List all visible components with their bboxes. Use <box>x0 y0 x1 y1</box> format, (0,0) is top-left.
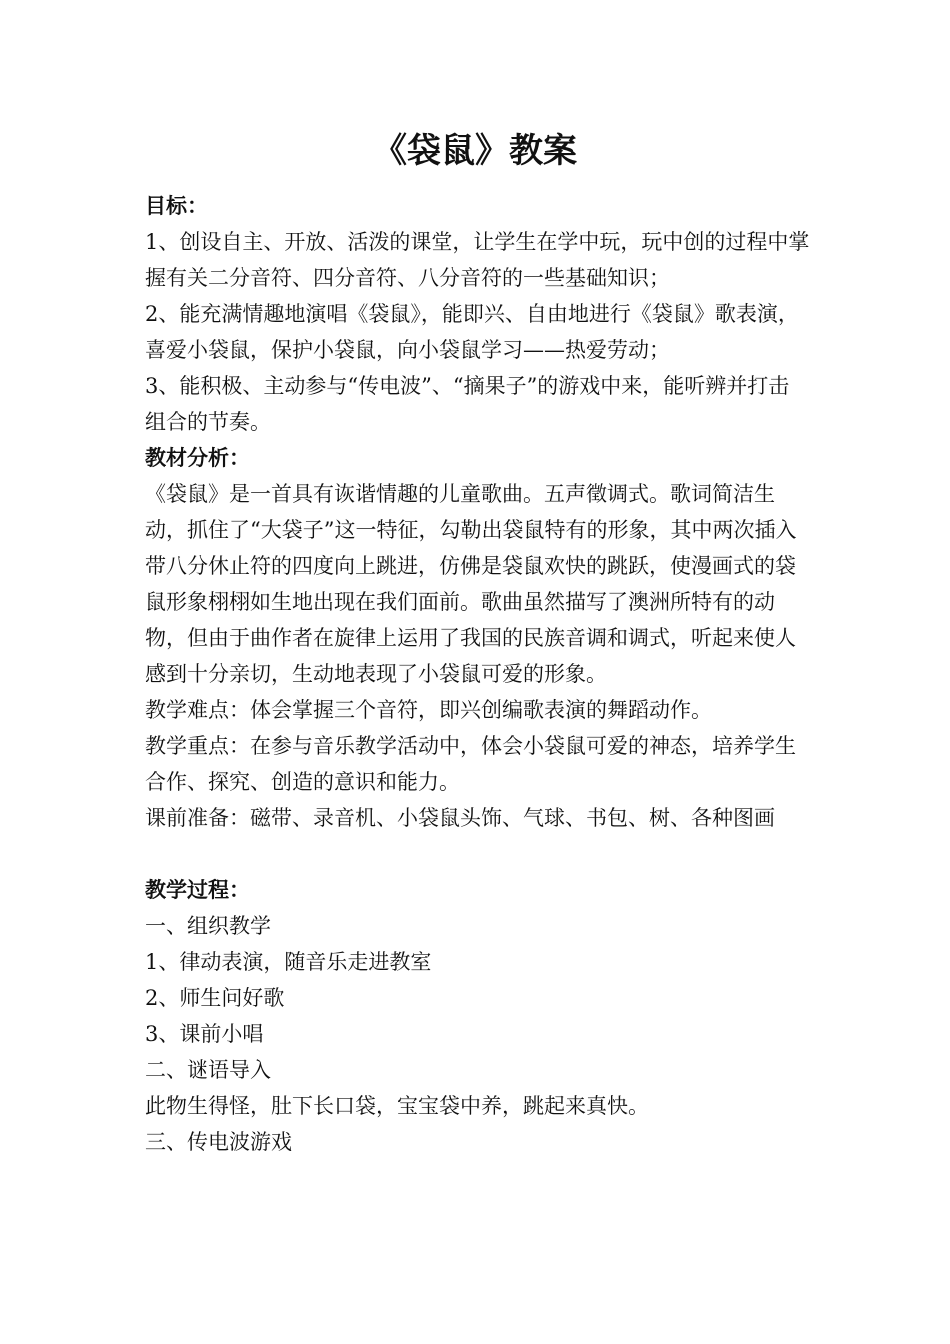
goal-item-3: 3、能积极、主动参与“传电波”、“摘果子”的游戏中来，能听辨并打击组合的节奏。 <box>145 374 790 434</box>
teaching-difficulty: 教学难点：体会掌握三个音符，即兴创编歌表演的舞蹈动作。 <box>145 698 712 722</box>
analysis-text: 《袋鼠》是一首具有诙谐情趣的儿童歌曲。五声徵调式。歌词简洁生动，抓住了“大袋子”这一特征，勾勒出袋鼠特有的形象，其中两次插入带八分休止符的四度向上跳进，仿佛是袋鼠欢快的跳跃，使漫画式的袋鼠形象栩栩如生地出现在我们面前。歌曲虽然描写了澳洲所特有的动物，但由于曲作者在旋律上运用了我国的民族音调和调式，听起来使人感到十分亲切，生动地表现了小袋鼠可爱的形象。 <box>145 482 797 686</box>
process-line: 此物生得怪，肚下长口袋，宝宝袋中养，跳起来真快。 <box>145 1094 649 1118</box>
blank-line <box>145 836 810 872</box>
process-line: 一、组织教学 <box>145 914 271 938</box>
document-title: 《袋鼠》教案 <box>373 131 577 171</box>
goal-item-1: 1、创设自主、开放、活泼的课堂，让学生在学中玩，玩中创的过程中掌握有关二分音符、四分音符、八分音符的一些基础知识； <box>145 230 810 290</box>
goal-item-2: 2、能充满情趣地演唱《袋鼠》，能即兴、自由地进行《袋鼠》歌表演，喜爱小袋鼠，保护小袋鼠，向小袋鼠学习——热爱劳动； <box>145 302 799 362</box>
process-line: 1、律动表演，随音乐走进教室 <box>145 950 432 974</box>
process-line: 三、传电波游戏 <box>145 1130 292 1154</box>
analysis-heading: 教材分析： <box>145 446 250 470</box>
teaching-focus: 教学重点：在参与音乐教学活动中，体会小袋鼠可爱的神态，培养学生合作、探究、创造的意识和能力。 <box>145 734 796 794</box>
process-line: 二、谜语导入 <box>145 1058 271 1082</box>
process-heading: 教学过程： <box>145 878 250 902</box>
document-body <box>145 188 810 1160</box>
class-preparation: 课前准备：磁带、录音机、小袋鼠头饰、气球、书包、树、各种图画 <box>145 806 775 830</box>
goals-heading: 目标： <box>145 194 208 218</box>
process-line: 2、师生问好歌 <box>145 986 285 1010</box>
process-line: 3、课前小唱 <box>145 1022 264 1046</box>
